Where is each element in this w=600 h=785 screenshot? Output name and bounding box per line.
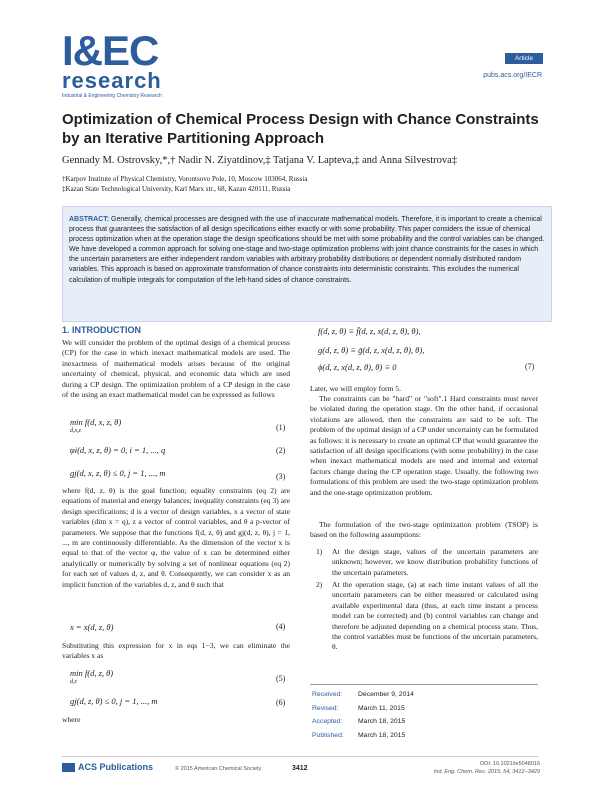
equation-7c: ϕ(d, z, x(d, z, θ), θ) ≡ 0 xyxy=(318,362,397,372)
right-paragraph-1: Later, we will employ form 5. xyxy=(310,384,402,393)
citation: Ind. Eng. Chem. Res. 2015, 54, 3412−3429 xyxy=(433,769,540,775)
equation-5: min f(d, z, θ) xyxy=(70,668,114,678)
article-type-badge: Article xyxy=(505,53,543,64)
journal-logo-research: research xyxy=(62,68,162,93)
equation-4: x = x(d, z, θ) xyxy=(70,622,114,632)
equation-3: gj(d, x, z, θ) ≤ 0, j = 1, ..., m xyxy=(70,468,166,478)
equation-7-number: (7) xyxy=(525,362,535,371)
paper-title: Optimization of Chemical Process Design with Chance Constraints by an Iterative Partitioning Approach xyxy=(62,111,539,147)
equation-2-number: (2) xyxy=(276,446,286,455)
date-published: Published: March 18, 2015 xyxy=(312,731,406,739)
right-paragraph-3: The formulation of the two-stage optimization problem (TSOP) is based on the following assumptions: xyxy=(310,520,538,540)
equation-4-number: (4) xyxy=(276,622,286,631)
intro-paragraph-4: where xyxy=(62,715,81,724)
date-received: Received: December 9, 2014 xyxy=(312,691,414,698)
journal-logo: I&EC xyxy=(62,27,159,74)
equation-1-subscript: d,x,z xyxy=(70,428,81,434)
publisher-logo: ACS Publications xyxy=(62,762,153,772)
acs-logo-icon xyxy=(62,763,75,772)
equation-1-number: (1) xyxy=(276,423,286,432)
copyright: © 2015 American Chemical Society xyxy=(175,766,262,772)
right-paragraph-2: The constraints can be "hard" or "soft".1 Hard constraints must never be violated during the operation stage. On the other hand, if occasional violations are allowed, then the constraints are said to be soft. The problem of the optimal design of a CP under uncertainty can be formulated as follows: it is necessary to create an optimal CP that would guarantee the satisfaction of all design specifications (with some probability) in the case when inexact mathematical models are used and internal and external factors change during the CP operation stage. Usually, the following two formulations of this problem are used: the two-stage optimization problem and the one-stage optimization problem. xyxy=(310,394,538,497)
list-item-2-number: 2) xyxy=(316,580,323,589)
equation-6-number: (6) xyxy=(276,698,286,707)
equation-7b: g(d, z, θ) ≡ ḡ(d, z, x(d, z, θ), θ), xyxy=(318,345,425,355)
equation-1: min f(d, x, z, θ) xyxy=(70,417,122,427)
list-item-1: At the design stage, values of the uncertain parameters are unknown; however, we know distribution probability functions of the uncertain parameters. xyxy=(332,547,538,577)
equation-3-number: (3) xyxy=(276,472,286,481)
abstract-label: ABSTRACT: xyxy=(69,216,110,223)
affiliation-2: ‡Kazan State Technological University, Karl Marx str., 68, Kazan 420111, Russia xyxy=(62,185,291,193)
equation-2: φi(d, x, z, θ) = 0, i = 1, ..., q xyxy=(70,445,166,455)
list-item-1-number: 1) xyxy=(316,547,323,556)
dates-divider xyxy=(310,684,538,685)
journal-url-link[interactable]: pubs.acs.org/IECR xyxy=(483,72,542,79)
affiliation-1: †Karpov Institute of Physical Chemistry, Vorontsovo Pole, 10, Moscow 103064, Russia xyxy=(62,175,308,183)
author-list: Gennady M. Ostrovsky,*,† Nadir N. Ziyatdinov,‡ Tatjana V. Lapteva,‡ and Anna Silvestrova‡ xyxy=(62,155,458,166)
footer-divider xyxy=(62,756,538,757)
date-revised: Revised: March 11, 2015 xyxy=(312,704,405,712)
affiliations xyxy=(62,174,307,194)
journal-logo-subtitle: Industrial & Engineering Chemistry Research xyxy=(62,93,162,99)
abstract-box xyxy=(62,206,552,322)
equation-6: gj(d, z, θ) ≤ 0, j = 1, ..., m xyxy=(70,696,158,706)
intro-paragraph-2: where f(d, z, θ) is the goal function; equality constraints (eq 2) are equations of material and energy balances; inequality constraints (eq 3) are design specifications; d is a vector of design variables, x a vector of state variables (dim x = q), z a vector of control variables, and θ a p-vector of parameters. We suppose that the functions f(d, z, θ) and gj(d, z, θ), j = 1, ..., m are continuously differentiable. As the dimension of the vector x is equal to that of the vector φ, the value of x can be determined either analytically or numerically by solving a set of nonlinear equations (eq 2) for each set of values d, z, and θ. Consequently, we can consider x as an implicit function of the variables d, z, and θ such that xyxy=(62,486,290,589)
doi-link[interactable]: DOI: 10.1021/ie5048016 xyxy=(480,761,540,767)
intro-paragraph-3: Substituting this expression for x in eqs 1−3, we can eliminate the variables x as xyxy=(62,641,290,661)
equation-5-number: (5) xyxy=(276,674,286,683)
intro-paragraph-1: We will consider the problem of the optimal design of a chemical process (CP) for the case in which inexact mathematical models are used. The inexactness of mathematical models arises because of the original uncertainty of chemical, physical, and economic data which are used during a CP design. The optimization problem of a CP design in the case of the using an exact mathematical model can be expressed as follows xyxy=(62,338,290,400)
equation-5-subscript: d,z xyxy=(70,679,77,685)
equation-7a: f(d, z, θ) ≡ f̄(d, z, x(d, z, θ), θ), xyxy=(318,326,421,336)
list-item-2: At the operation stage, (a) at each time instant values of all the uncertain parameters can be either measured or calculated using available experimental data (thus, at each time instant a process model can be corrected) and (b) control variables can change and therefore be adjusted depending on a chemical process state. Thus, the control variables must be functions of the uncertain parameters, θ. xyxy=(332,580,538,652)
section-heading-introduction: 1. INTRODUCTION xyxy=(62,325,142,335)
page-number: 3412 xyxy=(292,765,308,772)
date-accepted: Accepted: March 18, 2015 xyxy=(312,718,406,725)
article-dates xyxy=(312,687,414,741)
abstract-text: Generally, chemical processes are designed with the use of inaccurate mathematical models. Therefore, it is important to create a chemical process that guarantees the satisfaction of all design specifications either exactly or with some probability. This paper considers the issue of chemical process optimization when at the operation stage the design specifications should be met with some probability and the control variables can be changed. We have developed a common approach for solving one-stage and two-stage optimization problems with joint chance constraints for the cases in which the uncertain parameters are either independent random variables with arbitrary probability distributions or dependent normally distributed random variables. This approach is based on approximate transformation of chance constraints into deterministic constraints. This excludes the numerical calculation of multiple integrals for computation of the left-hand sides of chance constraints. xyxy=(69,216,545,284)
